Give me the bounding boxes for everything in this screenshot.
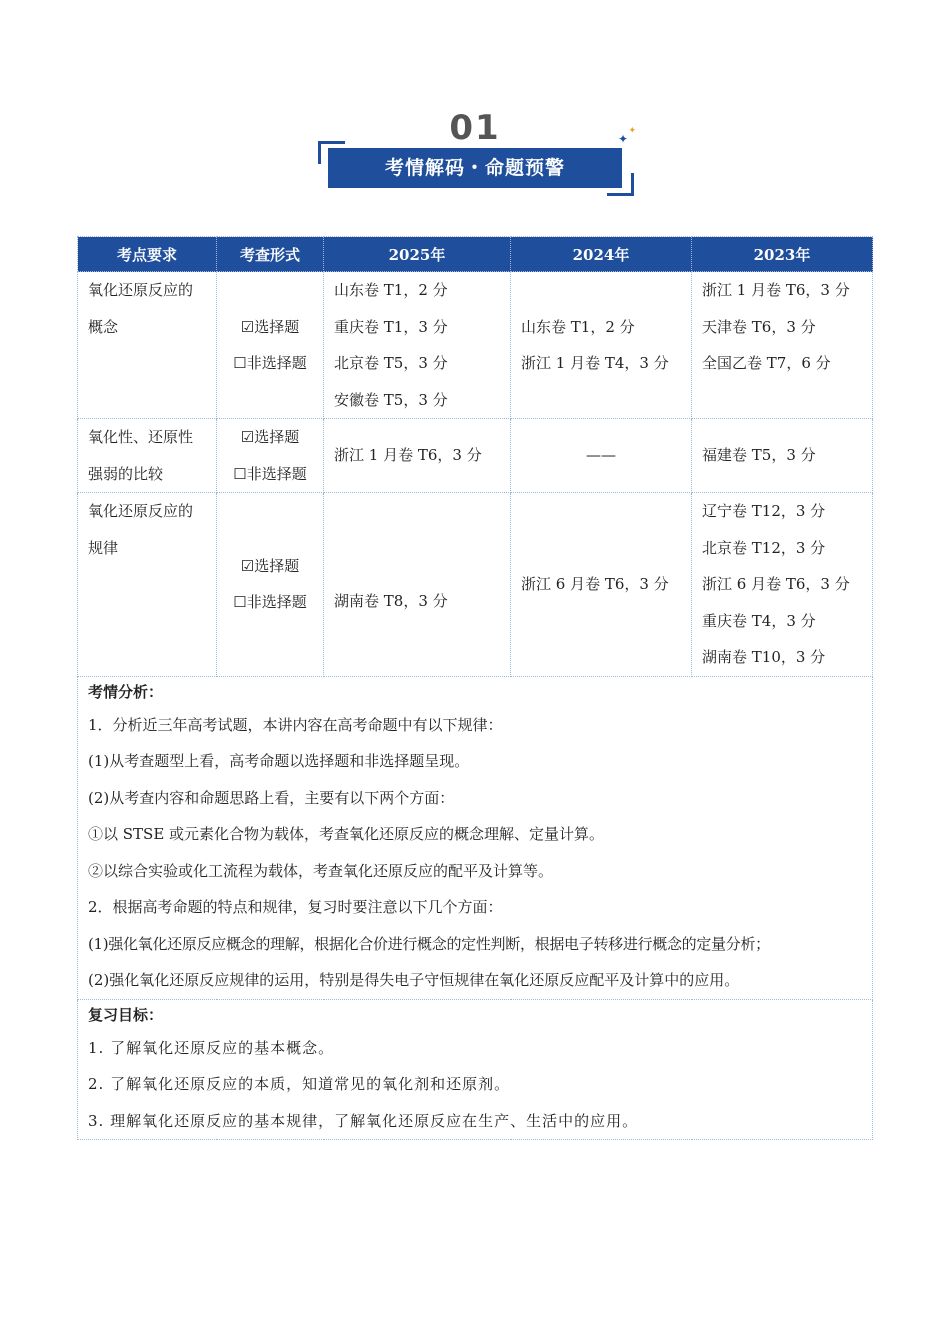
form-cell — [217, 272, 324, 419]
banner-title: 考情解码・命题预警 — [328, 148, 622, 188]
exam-entry: 浙江 1 月卷 T6，3 分 — [702, 281, 850, 299]
year-2025-cell — [324, 419, 511, 493]
requirement-cell — [78, 272, 217, 419]
analysis-cell — [78, 676, 873, 999]
exam-entry: 北京卷 T5，3 分 — [334, 354, 448, 372]
form-checked-option: ☑选择题 — [240, 317, 300, 336]
exam-entry: 北京卷 T12，3 分 — [702, 538, 826, 557]
analysis-paragraph: 2．根据高考命题的特点和规律，复习时要注意以下几个方面： — [88, 898, 503, 916]
year-2024-cell — [511, 493, 692, 677]
goals-title: 复习目标： — [88, 1005, 164, 1024]
year-2025-cell — [324, 493, 511, 677]
table-header-row — [78, 237, 873, 272]
form-cell — [217, 419, 324, 493]
exam-entry: 湖南卷 T10，3 分 — [702, 648, 826, 666]
sparkle-icon: ✦ — [617, 132, 628, 146]
goals-section — [78, 999, 873, 1140]
analysis-paragraph: ①以 STSE 或元素化合物为载体，考查氧化还原反应的概念理解、定量计算。 — [88, 825, 605, 843]
requirement-cell — [78, 493, 217, 677]
form-unchecked-option: ☐非选择题 — [233, 354, 307, 372]
exam-entry: 山东卷 T1，2 分 — [334, 281, 448, 299]
analysis-paragraph: 1．分析近三年高考试题，本讲内容在高考命题中有以下规律： — [88, 715, 503, 734]
analysis-paragraph: (2)强化氧化还原反应规律的运用，特别是得失电子守恒规律在氧化还原反应配平及计算中的应用。 — [88, 971, 740, 989]
analysis-paragraph: ②以综合实验或化工流程为载体，考查氧化还原反应的配平及计算等。 — [88, 861, 554, 880]
exam-entry: 山东卷 T1，2 分 — [521, 317, 635, 336]
requirement-line: 强弱的比较 — [88, 464, 164, 483]
goals-cell — [78, 999, 873, 1140]
analysis-paragraph: (1)从考查题型上看，高考命题以选择题和非选择题呈现。 — [88, 752, 470, 770]
requirement-line: 氧化性、还原性 — [88, 428, 194, 446]
analysis-section — [78, 676, 873, 999]
exam-entry: —— — [586, 446, 616, 465]
column-header: 考查形式 — [217, 237, 324, 272]
year-2023-cell — [692, 493, 873, 677]
form-unchecked-option: ☐非选择题 — [233, 593, 307, 612]
exam-entry: 重庆卷 T1，3 分 — [334, 317, 448, 336]
table-row — [78, 493, 873, 677]
analysis-paragraph: (1)强化氧化还原反应概念的理解，根据化合价进行概念的定性判断，根据电子转移进行概念的定量分析； — [88, 934, 770, 953]
year-2024-cell — [511, 419, 692, 493]
analysis-paragraph: (2)从考查内容和命题思路上看，主要有以下两个方面： — [88, 788, 455, 807]
column-header: 2024年 — [511, 237, 692, 272]
column-header: 考点要求 — [78, 237, 217, 272]
analysis-title: 考情分析： — [88, 682, 164, 701]
year-2024-cell — [511, 272, 692, 419]
table-row — [78, 272, 873, 419]
exam-entry: 浙江 6 月卷 T6，3 分 — [702, 575, 850, 593]
exam-entry: 安徽卷 T5，3 分 — [334, 390, 448, 409]
exam-entry: 湖南卷 T8，3 分 — [334, 592, 448, 610]
year-2025-cell — [324, 272, 511, 419]
year-2023-cell — [692, 272, 873, 419]
requirement-line: 规律 — [88, 538, 119, 557]
exam-entry: 浙江 1 月卷 T4，3 分 — [521, 354, 669, 372]
form-cell — [217, 493, 324, 677]
goal-item: 2. 了解氧化还原反应的本质，知道常见的氧化剂和还原剂。 — [88, 1075, 511, 1093]
requirement-line: 概念 — [88, 317, 119, 336]
table-row — [78, 419, 873, 493]
exam-entry: 浙江 1 月卷 T6，3 分 — [334, 446, 482, 465]
exam-analysis-table — [77, 236, 873, 1140]
column-header: 2023年 — [692, 237, 873, 272]
requirement-cell — [78, 419, 217, 493]
exam-entry: 浙江 6 月卷 T6，3 分 — [521, 575, 669, 593]
exam-entry: 辽宁卷 T12，3 分 — [702, 502, 826, 520]
goal-item: 3. 理解氧化还原反应的基本规律，了解氧化还原反应在生产、生活中的应用。 — [88, 1111, 639, 1130]
section-number: 01 — [449, 108, 501, 148]
exam-entry: 福建卷 T5，3 分 — [702, 446, 816, 465]
year-2023-cell — [692, 419, 873, 493]
exam-entry: 天津卷 T6，3 分 — [702, 317, 816, 336]
goal-item: 1. 了解氧化还原反应的基本概念。 — [88, 1038, 335, 1057]
requirement-line: 氧化还原反应的 — [88, 502, 194, 520]
form-unchecked-option: ☐非选择题 — [233, 464, 307, 483]
requirement-line: 氧化还原反应的 — [88, 281, 194, 299]
form-checked-option: ☑选择题 — [240, 428, 300, 446]
form-checked-option: ☑选择题 — [240, 556, 300, 575]
exam-entry: 全国乙卷 T7，6 分 — [702, 354, 831, 372]
exam-entry: 重庆卷 T4，3 分 — [702, 611, 816, 630]
sparkle-icon: ✦ — [628, 126, 636, 136]
column-header: 2025年 — [324, 237, 511, 272]
